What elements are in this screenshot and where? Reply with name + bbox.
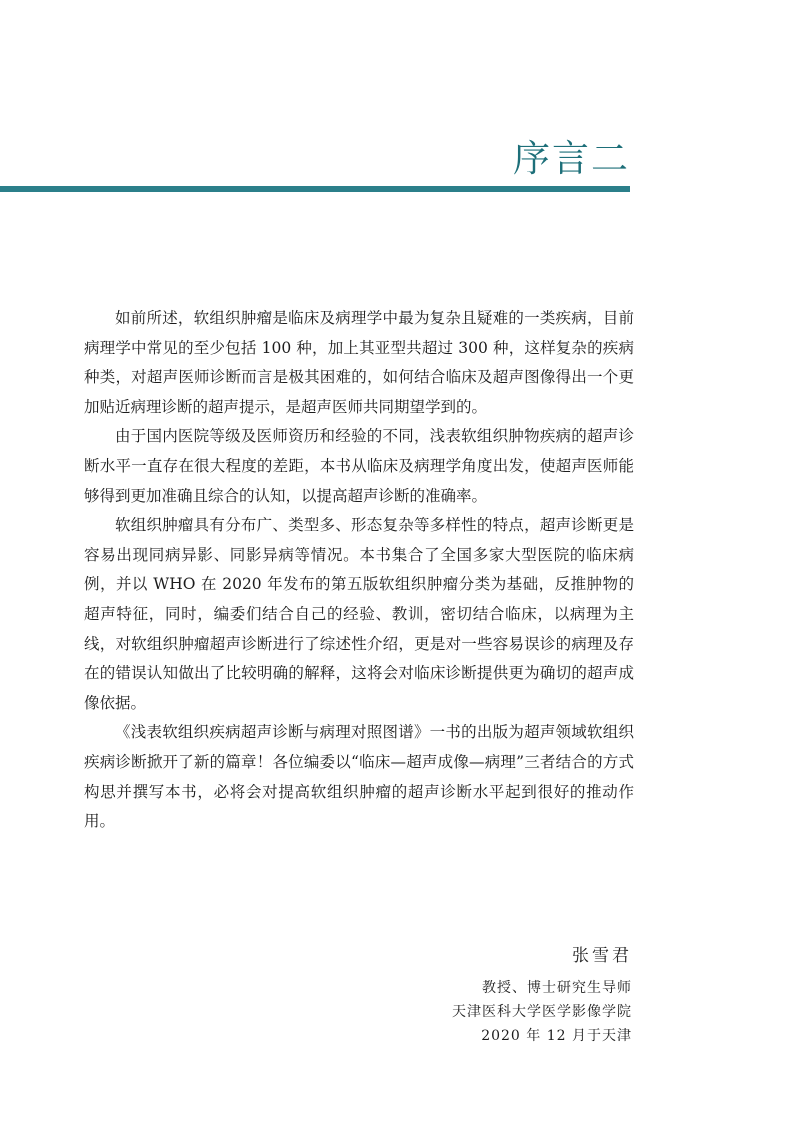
page-header: [0, 137, 630, 200]
paragraph-4: 《浅表软组织疾病超声诊断与病理对照图谱》一书的出版为超声领域软组织疾病诊断掀开了新的篇章！各位编委以“临床—超声成像—病理”三者结合的方式构思并撰写本书，必将会对提高软组织肿瘤的超声诊断水平起到很好的推动作用。: [84, 723, 634, 831]
paragraph-2: 由于国内医院等级及医师资历和经验的不同，浅表软组织肿物疾病的超声诊断水平一直存在很大程度的差距，本书从临床及病理学角度出发，使超声医师能够得到更加准确且综合的认知，以提高超声诊断的准确率。: [84, 427, 634, 505]
title-rule-bar: [0, 186, 630, 192]
paragraph-1: 如前所述，软组织肿瘤是临床及病理学中最为复杂且疑难的一类疾病，目前病理学中常见的至少包括 100 种，加上其亚型共超过 300 种，这样复杂的疾病种类，对超声医师诊断而言是极其困难的，如何结合临床及超声图像得出一个更加贴近病理诊断的超声提示，是超声医师共同期望学到的。: [84, 309, 634, 416]
author-name: 张雪君: [572, 946, 632, 966]
signature-date: 2020 年 12 月于天津: [481, 1028, 632, 1044]
author-title: 教授、博士研究生导师: [482, 980, 632, 996]
chapter-title: 序言二: [513, 137, 630, 180]
title-rule: [0, 185, 630, 193]
signature-block: [452, 940, 632, 1048]
preface-body: [84, 304, 634, 837]
paragraph-3: 软组织肿瘤具有分布广、类型多、形态复杂等多样性的特点，超声诊断更是容易出现同病异影、同影异病等情况。本书集合了全国多家大型医院的临床病例，并以 WHO 在 2020 年发布的第五版软组织肿瘤分类为基础，反推肿物的超声特征，同时，编委们结合自己的经验、教训，密切结合临床，以病理为主线，对软组织肿瘤超声诊断进行了综述性介绍，更是对一些容易误诊的病理及存在的错误认知做出了比较明确的解释，这将会对临床诊断提供更为确切的超声成像依据。: [84, 516, 634, 712]
author-affiliation: 天津医科大学医学影像学院: [452, 1004, 632, 1020]
